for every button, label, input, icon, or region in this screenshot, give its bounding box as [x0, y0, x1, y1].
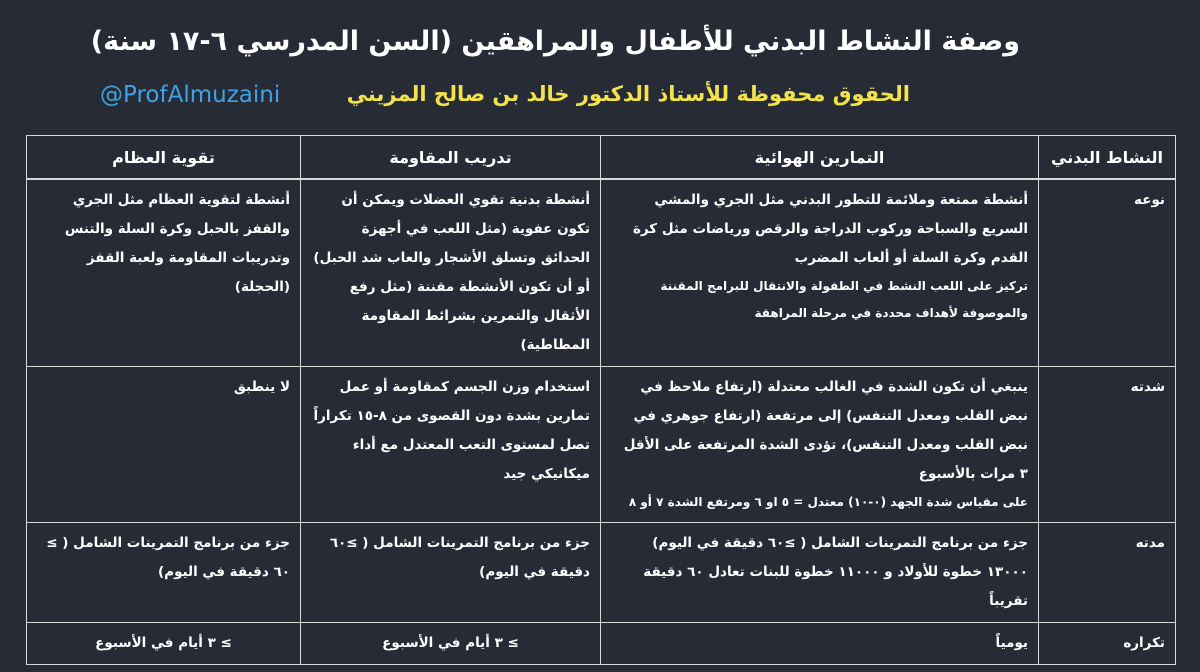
cell-resistance-type: أنشطة بدنية تقوي العضلات ويمكن أن تكون عفوية (مثل اللعب في أجهزة الحدائق وتسلق الأشجار والعاب شد الحبل) أو أن تكون الأنشطة مقننة (مثل رفع الأثقال والتمرين بشرائط المقاومة المطاطية): [301, 179, 601, 367]
cell-note: ١٣٠٠٠ خطوة للأولاد و ١١٠٠٠ خطوة للبنات تعادل ٦٠ دقيقة تقريباً: [643, 564, 1028, 609]
cell-resistance-intensity: استخدام وزن الجسم كمقاومة أو عمل تمارين بشدة دون القصوى من ٨-١٥ تكراراً تصل لمستوى التعب المعتدل مع أداء ميكانيكي جيد: [301, 367, 601, 523]
cell-note: على مقياس شدة الجهد (٠-١٠) معتدل = ٥ او ٦ ومرتفع الشدة ٧ أو ٨: [628, 495, 1028, 509]
prescription-table: [26, 135, 1176, 665]
cell-resistance-frequency: ≥ ٣ أيام في الأسبوع: [301, 623, 601, 665]
column-header-resistance: تدريب المقاومة: [301, 136, 601, 180]
row-label-frequency: تكراره: [1039, 623, 1176, 665]
row-label-type: نوعه: [1039, 179, 1176, 367]
cell-text: أنشطة ممتعة وملائمة للتطور البدني مثل الجري والمشي السريع والسباحة وركوب الدراجة والرقص ورياضات مثل كرة القدم وكرة السلة أو ألعاب المضرب: [632, 192, 1028, 266]
table-header-row: [27, 136, 1176, 180]
copyright-credit: الحقوق محفوظة للأستاذ الدكتور خالد بن صالح المزيني: [346, 82, 910, 106]
cell-note: تركيز على اللعب النشط في الطفولة والانتقال للبرامج المقننة والموصوفة لأهداف محددة في مرحلة المراهقة: [660, 279, 1028, 320]
row-label-duration: مدته: [1039, 523, 1176, 623]
page-title: وصفة النشاط البدني للأطفال والمراهقين (السن المدرسي ٦-١٧ سنة): [90, 26, 1020, 57]
table-row-frequency: [27, 623, 1176, 665]
twitter-handle: @ProfAlmuzaini: [100, 82, 281, 108]
cell-aerobic-intensity: [601, 367, 1039, 523]
row-label-intensity: شدته: [1039, 367, 1176, 523]
cell-bone-duration: جزء من برنامج التمرينات الشامل ( ≥ ٦٠ دقيقة في اليوم): [27, 523, 301, 623]
cell-text: ينبغي أن تكون الشدة في الغالب معتدلة (ارتفاع ملاحظ في نبض القلب ومعدل التنفس) إلى مرتفعة (ارتفاع جوهري في نبض القلب ومعدل التنفس)، تؤدى الشدة المرتفعة على الأقل ٣ مرات بالأسبوع: [623, 379, 1028, 482]
cell-resistance-duration: جزء من برنامج التمرينات الشامل ( ≥٦٠ دقيقة في اليوم): [301, 523, 601, 623]
cell-bone-type: أنشطة لتقوية العظام مثل الجري والقفز بالحبل وكرة السلة والتنس وتدريبات المقاومة ولعبة القفز (الحجلة): [27, 179, 301, 367]
cell-text: جزء من برنامج التمرينات الشامل ( ≥٦٠ دقيقة في اليوم): [652, 535, 1028, 551]
column-header-aerobic: التمارين الهوائية: [601, 136, 1039, 180]
cell-bone-intensity: لا ينطبق: [27, 367, 301, 523]
column-header-bone: تقوية العظام: [27, 136, 301, 180]
cell-aerobic-frequency: يومياً: [601, 623, 1039, 665]
table-row-type: [27, 179, 1176, 367]
column-header-activity: النشاط البدني: [1039, 136, 1176, 180]
table-row-duration: [27, 523, 1176, 623]
cell-bone-frequency: ≥ ٣ أيام في الأسبوع: [27, 623, 301, 665]
cell-aerobic-duration: [601, 523, 1039, 623]
cell-aerobic-type: [601, 179, 1039, 367]
table-row-intensity: [27, 367, 1176, 523]
